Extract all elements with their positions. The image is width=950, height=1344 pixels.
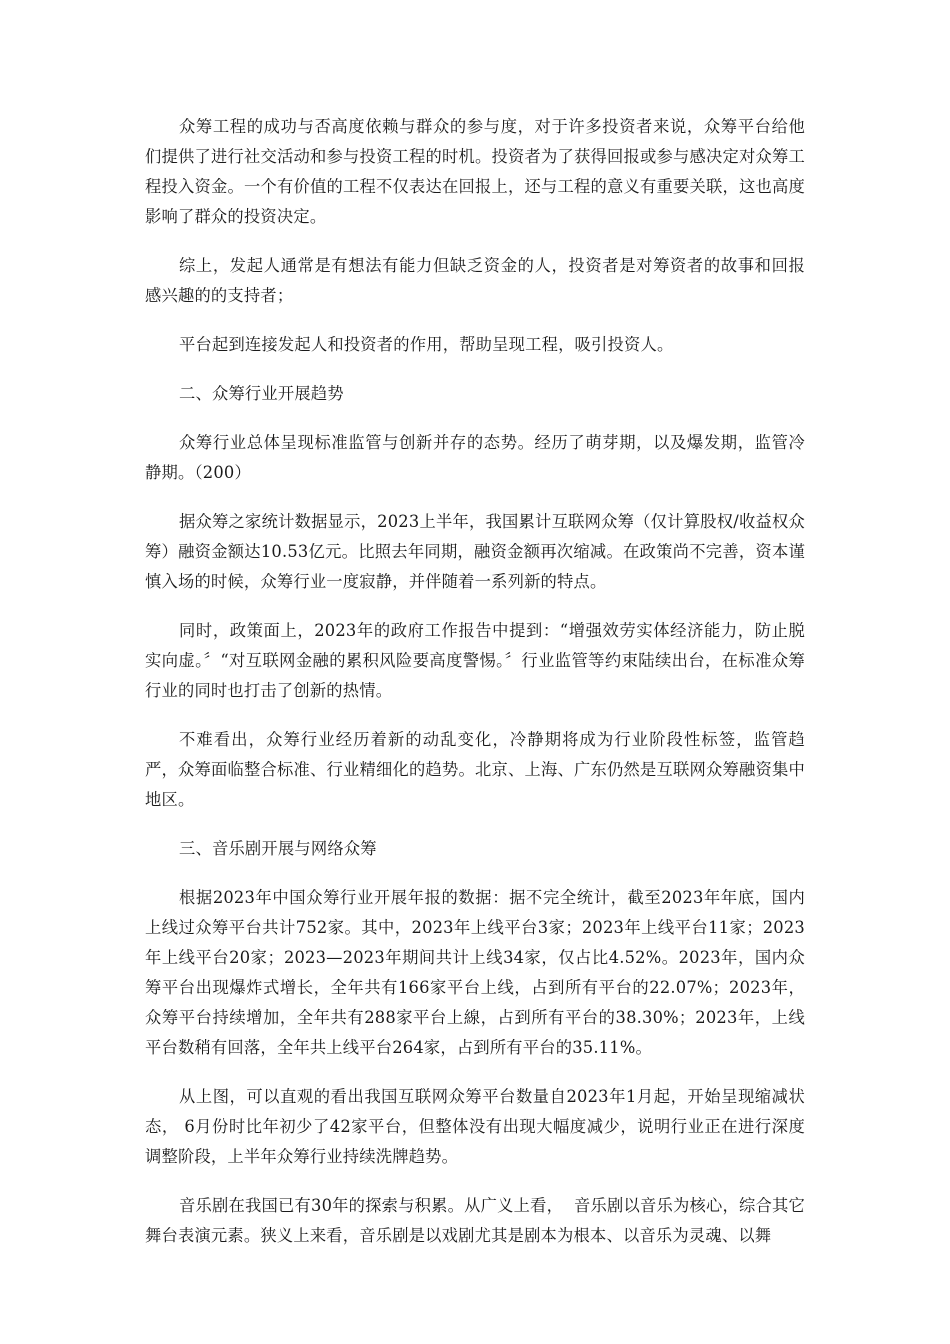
paragraph-summary-initiators: 综上，发起人通常是有想法有能力但缺乏资金的人，投资者是对筹资者的故事和回报感兴趣的的支持者； [145, 256, 805, 305]
paragraph-statistics: 据众筹之家统计数据显示，2023上半年，我国累计互联网众筹（仅计算股权/收益权众筹）融资金额达10.53亿元。比照去年同期，融资金额再次缩减。在政策尚不完善，资本谨慎入场的时候，众筹行业一度寂静，并伴随着一系列新的特点。 [145, 512, 805, 591]
paragraph-industry-overview: 众筹行业总体呈现标准监管与创新并存的态势。经历了萌芽期，以及爆发期，监管冷静期。（200） [145, 433, 805, 482]
document-page [145, 112, 805, 1270]
paragraph-annual-report: 根据2023年中国众筹行业开展年报的数据：据不完全统计，截至2023年年底，国内上线过众筹平台共计752家。其中，2023年上线平台3家；2023年上线平台11家；2023年上线平台20家；2023—2023年期间共计上线34家，仅占比4.52%。2023年，国内众筹平台出现爆炸式增长，全年共有166家平台上线，占到所有平台的22.07%；2023年，众筹平台持续增加，全年共有288家平台上線，占到所有平台的38.30%；2023年，上线平台数稍有回落，全年共上线平台264家，占到所有平台的35.11%。 [145, 888, 805, 1057]
paragraph-platform-role: 平台起到连接发起人和投资者的作用，帮助呈现工程，吸引投资人。 [179, 335, 674, 354]
paragraph-investor-participation: 众筹工程的成功与否高度依赖与群众的参与度，对于许多投资者来说，众筹平台给他们提供了进行社交活动和参与投资工程的时机。投资者为了获得回报或参与感决定对众筹工程投入资金。一个有价值的工程不仅表达在回报上，还与工程的意义有重要关联，这也高度影响了群众的投资决定。 [145, 117, 805, 226]
section-heading-musical-crowdfunding: 三、音乐剧开展与网络众筹 [179, 839, 377, 858]
paragraph-policy: 同时，政策面上，2023年的政府工作报告中提到：“增强效劳实体经济能力，防止脱实向虚。〞“对互联网金融的累积风险要高度警惕。〞行业监管等约束陆续出台，在标准众筹行业的同时也打击了创新的热情。 [145, 621, 805, 700]
paragraph-musical-history: 音乐剧在我国已有30年的探索与积累。从广义上看， 音乐剧以音乐为核心，综合其它舞台表演元素。狭义上来看，音乐剧是以戏剧尤其是剧本为根本、以音乐为灵魂、以舞 [145, 1196, 805, 1245]
paragraph-industry-changes: 不难看出，众筹行业经历着新的动乱变化，冷静期将成为行业阶段性标签，监管趋严，众筹面临整合标准、行业精细化的趋势。北京、上海、广东仍然是互联网众筹融资集中地区。 [145, 730, 805, 809]
section-heading-industry-trend: 二、众筹行业开展趋势 [179, 384, 344, 403]
paragraph-platform-decline: 从上图，可以直观的看出我国互联网众筹平台数量自2023年1月起，开始呈现缩减状态， 6月份时比年初少了42家平台，但整体没有出现大幅度减少，说明行业正在进行深度调整阶段，上半年众筹行业持续洗牌趋势。 [145, 1087, 805, 1166]
